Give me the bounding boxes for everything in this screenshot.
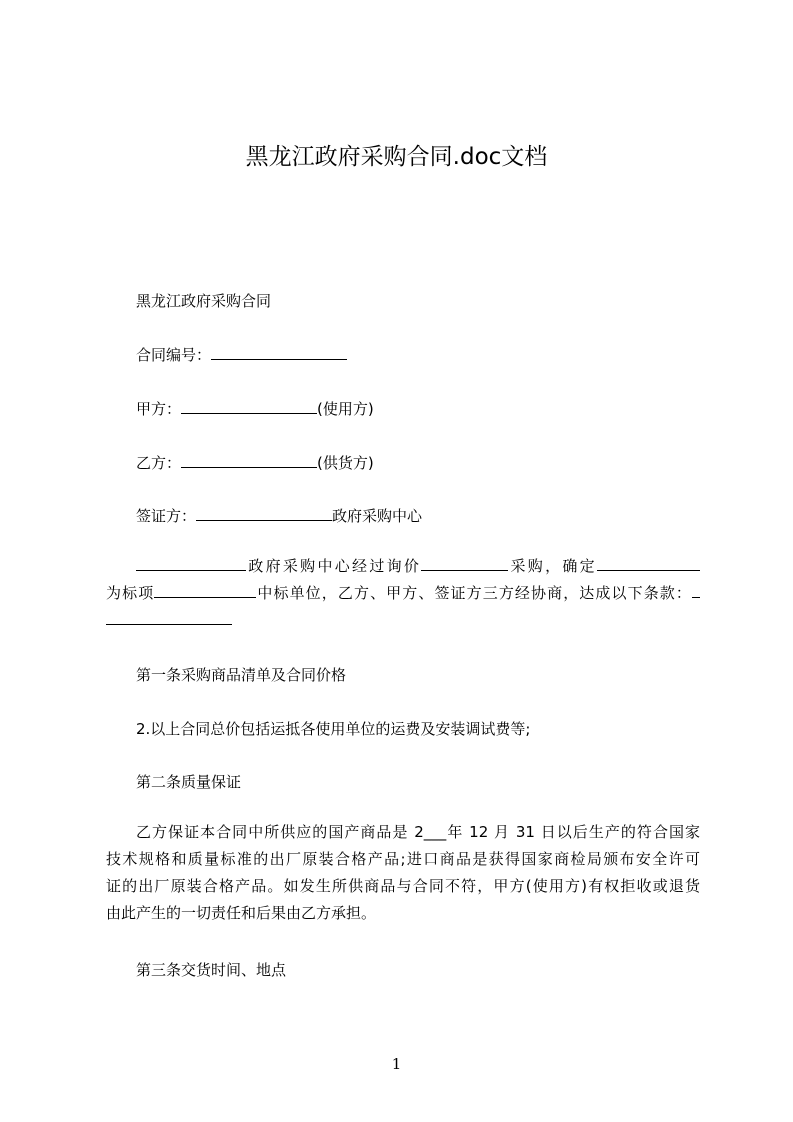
blank xyxy=(154,582,256,598)
document-title: 黑龙江政府采购合同.doc文档 xyxy=(245,144,548,170)
party-a-label: 甲方： xyxy=(136,400,182,418)
intro-text: 政府采购中心经过询价 xyxy=(246,557,422,575)
quality-line-1: 乙方保证本合同中所供应的国产商品是 2___年 12 月 31 日以后生产的符合国家 xyxy=(136,823,700,841)
witness-name: 政府采购中心 xyxy=(332,507,423,525)
intro-text: 中标单位，乙方、甲方、签证方三方经协商，达成以下条款： xyxy=(256,584,692,602)
intro-line-1 xyxy=(106,553,700,580)
article-2-heading: 第二条质量保证 xyxy=(136,773,242,791)
article-3-heading: 第三条交货时间、地点 xyxy=(136,961,287,979)
intro-line-3 xyxy=(106,607,700,634)
quality-line-2: 技术规格和质量标准的出厂原装合格产品;进口商品是获得国家商检局颁布安全许可 xyxy=(106,850,700,868)
party-b-line xyxy=(136,452,374,474)
blank xyxy=(692,582,700,598)
party-b-role: (供货方) xyxy=(317,454,374,472)
contract-name: 黑龙江政府采购合同 xyxy=(136,292,272,310)
witness-line xyxy=(136,505,422,527)
contract-number-blank xyxy=(211,344,347,360)
quality-line-4: 由此产生的一切责任和后果由乙方承担。 xyxy=(106,904,377,922)
page-number: 1 xyxy=(391,1055,402,1073)
witness-label: 签证方： xyxy=(136,507,197,525)
blank xyxy=(597,555,700,571)
quality-paragraph xyxy=(106,819,700,927)
intro-text: 采购，确定 xyxy=(508,557,597,575)
blank xyxy=(136,555,246,571)
blank xyxy=(421,555,508,571)
contract-number-line xyxy=(136,344,347,366)
party-b-blank xyxy=(181,452,317,468)
contract-number-label: 合同编号： xyxy=(136,346,212,364)
item-2: 2.以上合同总价包括运抵各使用单位的运费及安装调试费等; xyxy=(136,720,531,738)
quality-line-3: 证的出厂原装合格产品。如发生所供商品与合同不符，甲方(使用方)有权拒收或退货 xyxy=(106,877,700,895)
intro-text: 为标项 xyxy=(106,584,155,602)
party-a-role: (使用方) xyxy=(317,400,374,418)
article-1-heading: 第一条采购商品清单及合同价格 xyxy=(136,666,347,684)
blank xyxy=(106,609,232,625)
intro-line-2 xyxy=(106,580,700,607)
party-a-line xyxy=(136,398,374,420)
witness-blank xyxy=(196,505,332,521)
party-a-blank xyxy=(181,398,317,414)
intro-paragraph xyxy=(106,553,700,634)
party-b-label: 乙方： xyxy=(136,454,182,472)
